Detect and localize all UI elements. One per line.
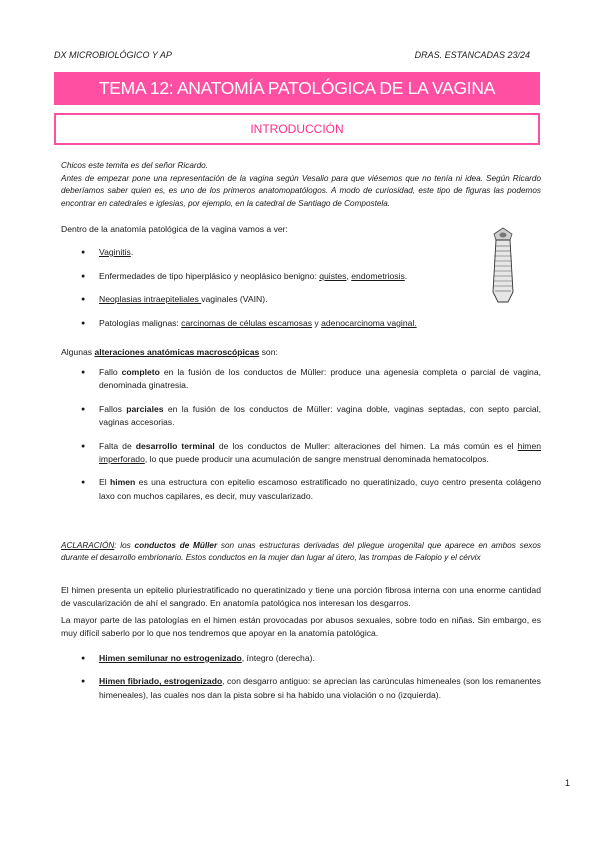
hymen-list <box>81 652 541 702</box>
list-item: ● Fallo completo en la fusión de los conductos de Müller: produce una agenesia completa o parcial de vagina, denominada ginatresia. <box>81 366 541 393</box>
alterations-intro: Algunas alteraciones anatómicas macroscópicas son: <box>61 347 278 357</box>
list-item: ● Enfermedades de tipo hiperplásico y neoplásico benigno: quistes, endometriosis. <box>81 265 466 289</box>
header-right: DRAS. ESTANCADAS 23/24 <box>414 50 530 60</box>
alterations-list <box>81 366 541 503</box>
clarification-note: ACLARACIÓN: los conductos de Müller son unas estructuras derivadas del pliegue urogenital que aparece en ambos sexos durante el desarrollo embrionario. Estos conductos en la mujer dan lugar al útero, las trompas de Falopio y el cérvix <box>61 541 541 563</box>
intro-paragraph: Dentro de la anatomía patológica de la vagina vamos a ver: <box>61 224 288 234</box>
list-item: ● Himen semilunar no estrogenizado, íntegro (derecha). <box>81 652 541 665</box>
header-left: DX MICROBIOLÓGICO Y AP <box>54 50 172 60</box>
section-heading: INTRODUCCIÓN <box>54 113 540 145</box>
vesalio-vagina-illustration <box>480 226 526 306</box>
list-item: ● Falta de desarrollo terminal de los conductos de Muller: alteraciones del himen. La más común es el himen imperforado, lo que puede producir una acumulación de sangre menstrual denominada hematocolpos. <box>81 440 541 467</box>
topics-list <box>81 241 466 335</box>
list-item: ● Fallos parciales en la fusión de los conductos de Müller: vagina doble, vaginas septadas, con septo parcial, vaginas accesorias. <box>81 403 541 430</box>
page-title: TEMA 12: ANATOMÍA PATOLÓGICA DE LA VAGINA <box>54 72 540 105</box>
page-number: 1 <box>564 778 570 788</box>
hymen-paragraph-2: La mayor parte de las patologías en el himen están provocadas por abusos sexuales, sobre todo en niñas. Sin embargo, es muy difícil saberlo por lo que nos tendremos que apoyar en la anatomía patológica. <box>61 615 541 638</box>
note-author: Chicos este temita es del señor Ricardo. <box>61 161 208 170</box>
list-item: ● Neoplasias intraepiteliales vaginales (VAIN). <box>81 288 466 312</box>
list-item: ● Vaginitis. <box>81 241 466 265</box>
list-item: ● Himen fibriado, estrogenizado, con desgarro antiguo: se aprecian las carúnculas himeneales (son los remanentes himeneales), las cuales nos dan la pista sobre si ha habido una violación o no (izquierda). <box>81 675 541 702</box>
note-vesalio: Antes de empezar pone una representación de la vagina según Vesalio para que viésemos que no tenía ni idea. Según Ricardo deberíamos saber quien es, es uno de los primeros anatomopatólogos. A modo de curiosidad, este tipo de figuras las podemos encontrar en catedrales e iglesias, por ejemplo, en la catedral de Santiago de Compostela. <box>61 174 541 208</box>
hymen-paragraph-1: El himen presenta un epitelio pluriestratificado no queratinizado y tiene una porción fibrosa interna con una enorme cantidad de vascularización de ahí el sangrado. En anatomía patológica nos interesan los desgarros. <box>61 585 541 608</box>
list-item: ● El himen es una estructura con epitelio escamoso estratificado no queratinizado, cuyo centro presenta colágeno laxo con muchos capilares, es decir, muy vascularizado. <box>81 476 541 503</box>
list-item: ● Patologías malignas: carcinomas de células escamosas y adenocarcinoma vaginal. <box>81 312 466 336</box>
